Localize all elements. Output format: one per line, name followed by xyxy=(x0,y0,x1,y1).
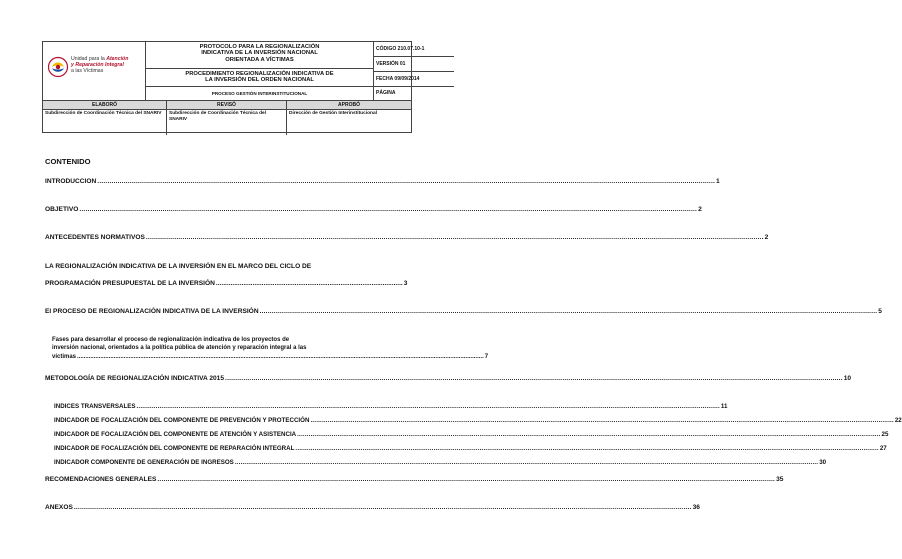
toc-entry-label: INDICES TRANSVERSALES xyxy=(54,403,136,410)
toc-entry-page: 36 xyxy=(692,504,700,511)
approval-head: REVISÓ xyxy=(167,101,286,110)
toc-entry-page: 2 xyxy=(698,206,702,213)
toc-entry-page: 35 xyxy=(776,476,784,483)
approval-aprobo xyxy=(286,101,411,135)
toc-entry-page: 2 xyxy=(764,234,769,241)
toc-entry-proceso[interactable] xyxy=(45,308,882,315)
logo-line-2: y Reparación Integral xyxy=(71,62,124,69)
protocol-title-line-2: INDICATIVA DE LA INVERSIÓN NACIONAL xyxy=(201,50,318,57)
procedure-title xyxy=(146,69,373,87)
toc-entry-page: 30 xyxy=(819,459,827,466)
toc-entry-label: INTRODUCCION xyxy=(45,178,97,185)
toc-entry-label: RECOMENDACIONES GENERALES xyxy=(45,476,157,483)
toc-entry-label: INDICADOR DE FOCALIZACIÓN DEL COMPONENTE DE ATENCIÓN Y ASISTENCIA xyxy=(54,431,297,438)
toc-entry-label: ANTECEDENTES NORMATIVOS xyxy=(45,234,145,241)
document-page-label: PÁGINA xyxy=(376,90,396,96)
toc-entry-prevencion-proteccion[interactable] xyxy=(54,417,902,424)
logo-wordmark xyxy=(71,56,128,75)
document-date: FECHA 09/09/2014 xyxy=(376,76,420,82)
toc-entry-label: ANEXOS xyxy=(45,504,73,511)
toc-entry-page: 1 xyxy=(716,178,720,185)
toc-entry-recomendaciones[interactable] xyxy=(45,476,784,483)
toc-entry-indices-transversales[interactable] xyxy=(54,403,728,410)
toc-entry-label-line-1: Fases para desarrollar el proceso de regionalización indicativa de los proyectos de xyxy=(52,337,290,343)
toc-entry-generacion-ingresos[interactable] xyxy=(54,459,827,466)
approval-body: Subdirección de Coordinación Técnica del SNARIV xyxy=(169,111,267,122)
document-version: VERSIÓN 01 xyxy=(376,61,406,67)
approval-row xyxy=(43,100,411,134)
document-header-table xyxy=(42,41,425,133)
toc-entry-page: 27 xyxy=(879,445,887,452)
approval-head: APROBÓ xyxy=(287,101,411,110)
process-name: PROCESO GESTIÓN INTERINSTITUCIONAL xyxy=(211,91,308,96)
toc-entry-page: 22 xyxy=(894,417,902,424)
toc-entry-metodologia[interactable] xyxy=(45,375,852,382)
approval-reviso xyxy=(166,101,286,135)
toc-entry-label: INDICADOR COMPONENTE DE GENERACIÓN DE INGRESOS xyxy=(54,459,234,466)
toc-entry-fases[interactable]: Fases para desarrollar el proceso de regionalización indicativa de los proyectos de inversión nacional, orientados a la política pública de atención y reparación integral a las víctimas .................................................................................................................................................................................................................................................... 7 xyxy=(52,337,489,360)
procedure-title-line-2: LA INVERSIÓN DEL ORDEN NACIONAL xyxy=(205,77,314,84)
approval-head: ELABORÓ xyxy=(43,101,166,110)
toc-entry-label: El PROCESO DE REGIONALIZACIÓN INDICATIVA DE LA INVERSIÓN xyxy=(45,308,259,315)
toc-entry-page: 25 xyxy=(881,431,889,438)
document-code: CÓDIGO 210.07.10-1 xyxy=(376,46,425,52)
toc-entry-page: 11 xyxy=(720,403,728,410)
protocol-title-line-3: ORIENTADA A VÍCTIMAS xyxy=(225,56,294,63)
toc-entry-objetivo[interactable] xyxy=(45,206,702,213)
toc-entry-label: INDICADOR DE FOCALIZACIÓN DEL COMPONENTE DE PREVENCIÓN Y PROTECCIÓN xyxy=(54,417,310,424)
toc-entry-anexos[interactable] xyxy=(45,504,700,511)
toc-title: CONTENIDO xyxy=(45,157,91,166)
toc-entry-label-line-3: víctimas xyxy=(52,353,77,360)
protocol-title xyxy=(146,42,373,69)
approval-body: Dirección de Gestión Interinstitucional xyxy=(289,111,377,116)
toc-entry-label: METODOLOGÍA DE REGIONALIZACIÓN INDICATIVA 2015 xyxy=(45,375,225,382)
toc-entry-label-line-1: LA REGIONALIZACIÓN INDICATIVA DE LA INVERSIÓN EN EL MARCO DEL CICLO DE xyxy=(45,263,312,270)
document-meta-cell xyxy=(374,42,425,100)
logo-line-3: a las Víctimas xyxy=(71,68,104,75)
toc-entry-antecedentes[interactable] xyxy=(45,234,769,241)
toc-entry-reparacion-integral[interactable] xyxy=(54,445,887,452)
procedure-title-line-1: PROCEDIMIENTO REGIONALIZACIÓN INDICATIVA DE xyxy=(185,71,334,77)
toc-entry-page: 10 xyxy=(843,375,852,382)
toc-entry-page: 3 xyxy=(403,280,408,287)
protocol-title-line-1: PROTOCOLO PARA LA REGIONALIZACIÓN xyxy=(199,44,320,50)
logo-line-1: Unidad para la xyxy=(71,56,105,62)
toc-entry-label-line-2: PROGRAMACIÓN PRESUPUESTAL DE LA INVERSIÓN xyxy=(45,280,215,287)
toc-entry-regionalizacion-ciclo[interactable]: LA REGIONALIZACIÓN INDICATIVA DE LA INVERSIÓN EN EL MARCO DEL CICLO DE PROGRAMACIÓN PRESUPUESTAL DE LA INVERSIÓN ...................................................................................................... 3 xyxy=(45,263,408,287)
toc-entry-label-line-2: inversión nacional, orientados a la política pública de atención y reparación integral a las xyxy=(52,345,307,352)
toc-entry-introduccion[interactable] xyxy=(45,178,720,185)
toc-entry-label: INDICADOR DE FOCALIZACIÓN DEL COMPONENTE DE REPARACIÓN INTEGRAL xyxy=(54,445,295,452)
approval-body: Subdirección de Coordinación Técnica del SNARIV xyxy=(45,111,162,116)
toc-entry-label: OBJETIVO xyxy=(45,206,79,213)
logo-line-1-highlight: Atención xyxy=(106,56,129,62)
toc-entry-page: 5 xyxy=(878,308,882,315)
toc-entry-page: 7 xyxy=(484,353,489,360)
logo-cell xyxy=(43,42,146,100)
toc-entry-atencion-asistencia[interactable] xyxy=(54,431,889,438)
approval-elaboro xyxy=(43,101,166,135)
unidad-victimas-logo-icon xyxy=(48,56,68,78)
title-cell xyxy=(146,42,374,100)
